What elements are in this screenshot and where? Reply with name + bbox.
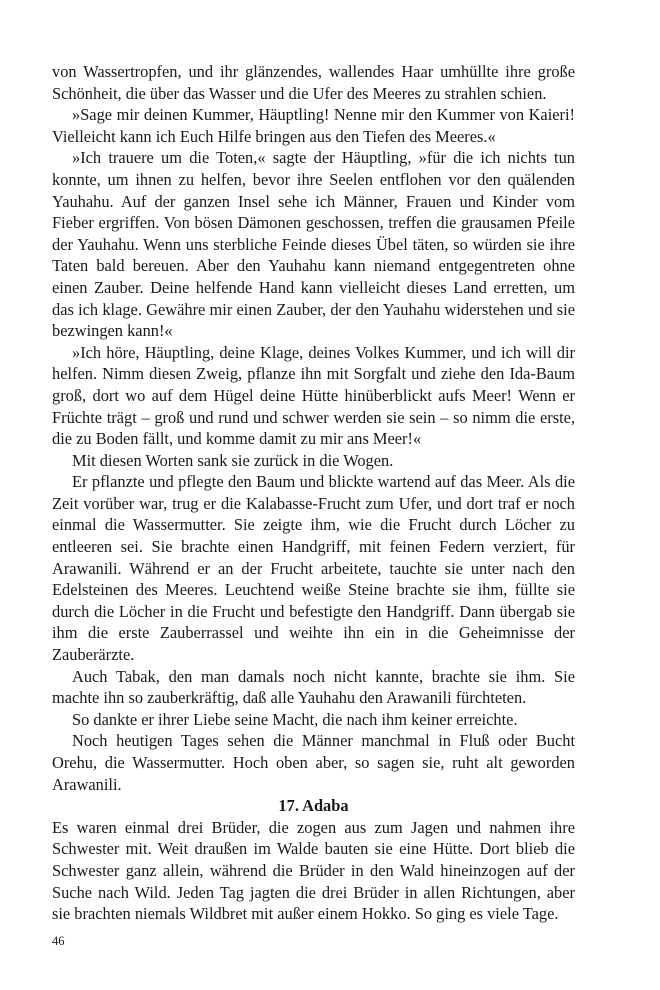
paragraph: Er pflanzte und pflegte den Baum und blickte wartend auf das Meer. Als die Zeit vorüber war, trug er die Kalabasse-Frucht zum Ufer, und dort traf er noch einmal die Wassermutter. Sie zeigte ihm, wie die Frucht durch Löcher zu entleeren sei. Sie brachte einen Handgriff, mit feinen Federn verziert, für Arawanili. Während er an der Frucht arbeitete, tauchte sie unter nach den Edelsteinen des Meeres. Leuchtend weiße Steine brachte sie ihm, füllte sie durch die Löcher in die Frucht und befestigte den Handgriff. Dann übergab sie ihm die erste Zauberrassel und weihte ihn ein in die Geheimnisse der Zauberärzte. [52, 472, 575, 665]
paragraph: »Ich höre, Häuptling, deine Klage, deines Volkes Kummer, und ich will dir helfen. Nimm diesen Zweig, pflanze ihn mit Sorgfalt und ziehe den Ida-Baum groß, dort wo auf dem Hügel deine Hütte hinüberblickt aufs Meer! Wenn er Früchte trägt – groß und rund und schwer werden sie sein – so nimm die erste, die zu Boden fällt, und komme damit zu mir ans Meer!« [52, 342, 575, 449]
paragraph: Noch heutigen Tages sehen die Männer manchmal in Fluß oder Bucht Orehu, die Wassermutter. Hoch oben aber, so sagen sie, ruht alt geworden Arawanili. [52, 731, 575, 794]
paragraph: von Wassertropfen, und ihr glänzendes, wallendes Haar umhüllte ihre große Schönheit, die über das Wasser und die Ufer des Meeres zu strahlen schien. [52, 62, 575, 103]
paragraph: So dankte er ihrer Liebe seine Macht, die nach ihm keiner erreichte. [72, 709, 518, 729]
page-number: 46 [52, 934, 65, 948]
paragraph: Es waren einmal drei Brüder, die zogen aus zum Jagen und nahmen ihre Schwester mit. Weit draußen im Walde bauten sie eine Hütte. Dort blieb die Schwester ganz allein, während die Brüder in den Wald hineinzogen auf der Suche nach Wild. Jeden Tag jagten die drei Brüder in allen Richtungen, aber sie brachten niemals Wildbret mit außer einem Hokko. So ging es viele Tage. [52, 817, 575, 924]
chapter-heading: 17. Adaba [278, 796, 349, 816]
paragraph: »Ich trauere um die Toten,« sagte der Häuptling, »für die ich nichts tun konnte, um ihnen zu helfen, bevor ihre Seelen entflohen vor den quälenden Yauhahu. Auf der ganzen Insel sehe ich Männer, Frauen und Kinder vom Fieber ergriffen. Von bösen Dämonen geschossen, treffen die grausamen Pfeile der Yauhahu. Wenn uns sterbliche Feinde dieses Übel täten, so würden sie ihre Taten bald bereuen. Aber den Yauhahu kann niemand entgegentreten ohne einen Zauber. Deine helfende Hand kann vielleicht dieses Land erretten, um das ich klage. Gewähre mir einen Zauber, der den Yauhahu widerstehen und sie bezwingen kann!« [52, 148, 575, 341]
paragraph: Mit diesen Worten sank sie zurück in die Wogen. [72, 450, 394, 470]
paragraph: »Sage mir deinen Kummer, Häuptling! Nenne mir den Kummer von Kaieri! Vielleicht kann ich Euch Hilfe bringen aus den Tiefen des Meeres.« [52, 105, 575, 146]
page-text [52, 61, 575, 925]
paragraph: Auch Tabak, den man damals noch nicht kannte, brachte sie ihm. Sie machte ihn so zauberkräftig, daß alle Yauhahu den Arawanili fürchteten. [52, 666, 575, 708]
